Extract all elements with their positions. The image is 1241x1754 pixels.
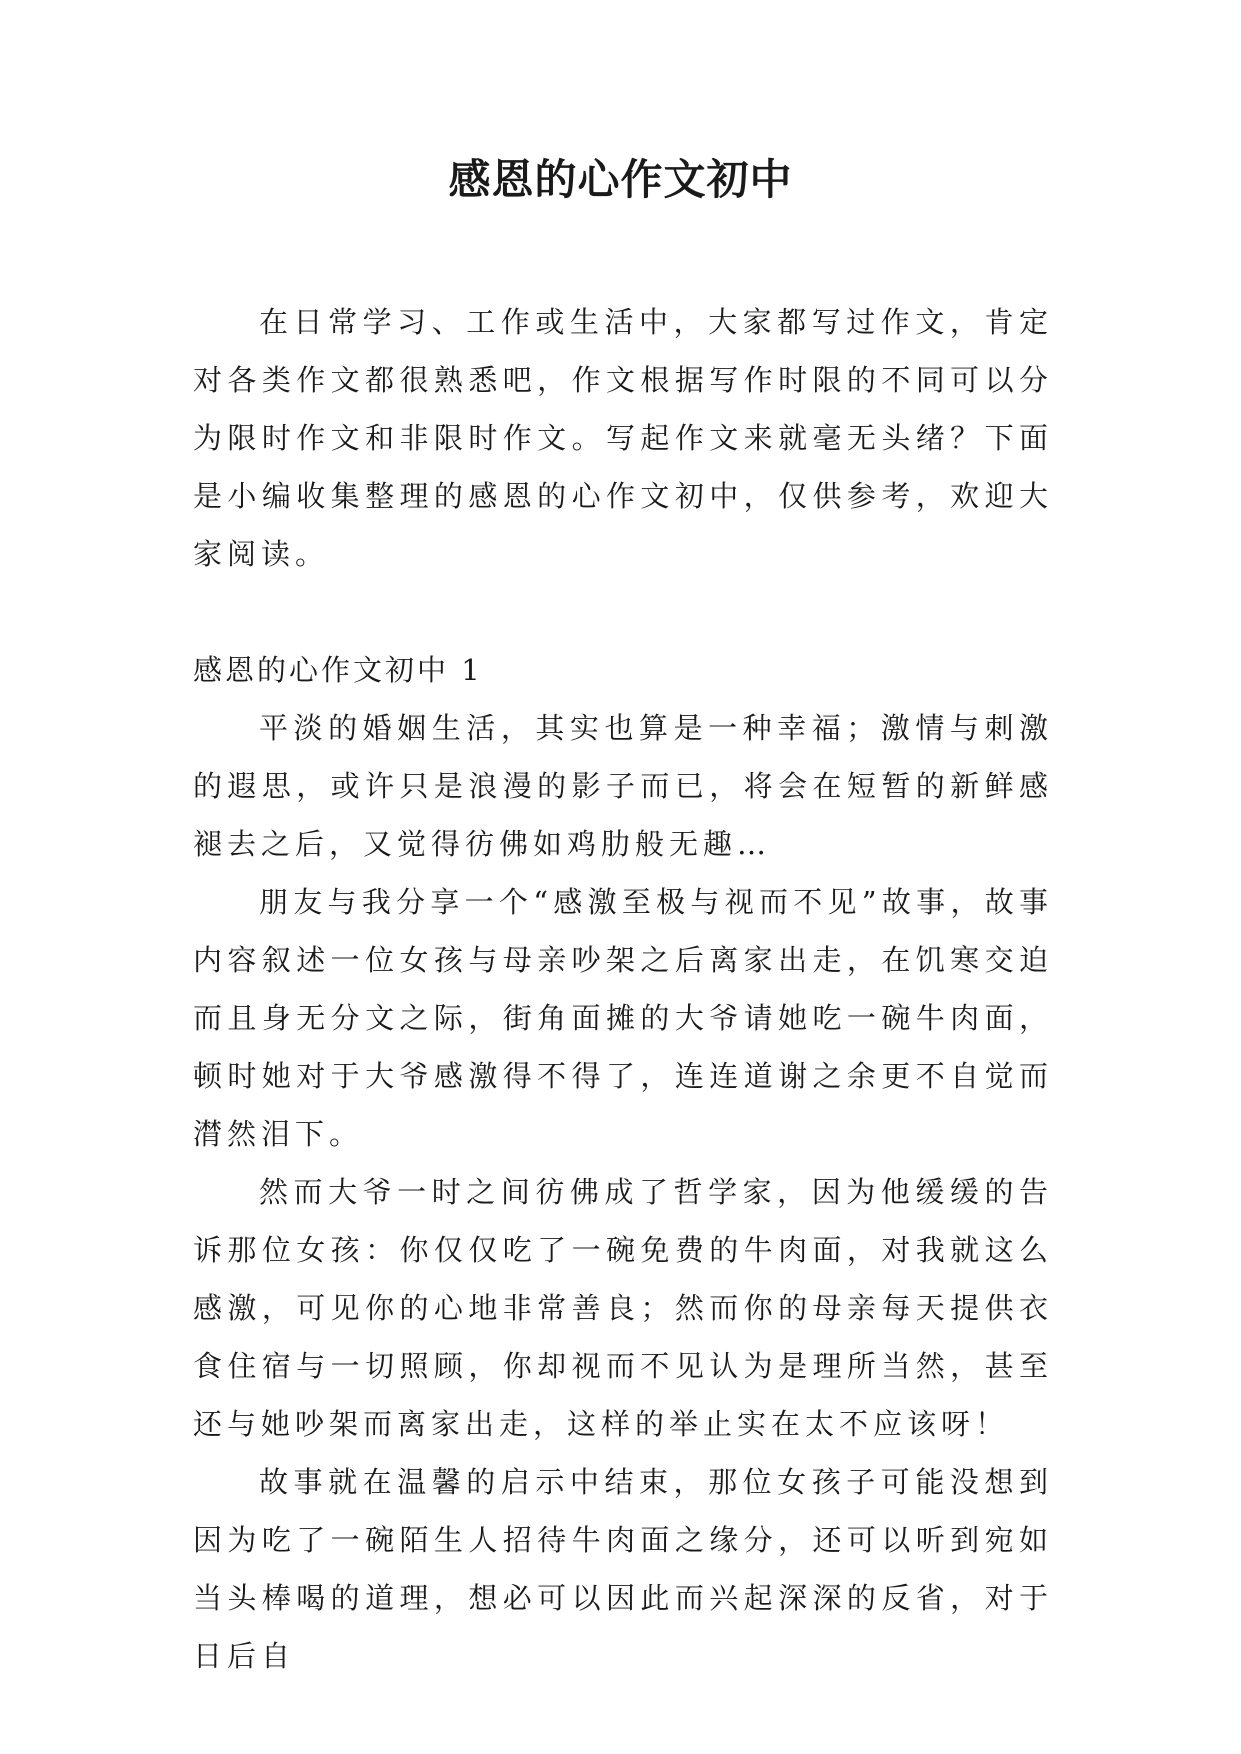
body-paragraph-3: 然而大爷一时之间彷佛成了哲学家，因为他缓缓的告诉那位女孩：你仅仅吃了一碗免费的牛肉面，对我就这么感激，可见你的心地非常善良；然而你的母亲每天提供衣食住宿与一切照顾，你却视而不见认为是理所当然，甚至还与她吵架而离家出走，这样的举止实在太不应该呀！ [193, 1175, 1053, 1441]
body-paragraph-2: 朋友与我分享一个“感激至极与视而不见”故事，故事内容叙述一位女孩与母亲吵架之后离家出走，在饥寒交迫而且身无分文之际，街角面摊的大爷请她吃一碗牛肉面，顿时她对于大爷感激得不得了，连连道谢之余更不自觉而潸然泪下。 [193, 885, 1053, 1151]
document-body [193, 293, 1053, 1685]
body-paragraph-4: 故事就在温馨的启示中结束，那位女孩子可能没想到因为吃了一碗陌生人招待牛肉面之缘分，还可以听到宛如当头棒喝的道理，想必可以因此而兴起深深的反省，对于日后自 [193, 1465, 1053, 1673]
body-paragraph-1: 平淡的婚姻生活，其实也算是一种幸福；激情与刺激的遐思，或许只是浪漫的影子而已，将会在短暂的新鲜感褪去之后，又觉得彷佛如鸡肋般无趣… [193, 711, 1053, 861]
document-title: 感恩的心作文初中 [448, 155, 793, 204]
intro-paragraph: 在日常学习、工作或生活中，大家都写过作文，肯定对各类作文都很熟悉吧，作文根据写作时限的不同可以分为限时作文和非限时作文。写起作文来就毫无头绪？下面是小编收集整理的感恩的心作文初中，仅供参考，欢迎大家阅读。 [193, 305, 1053, 571]
section-heading: 感恩的心作文初中 1 [193, 653, 483, 687]
